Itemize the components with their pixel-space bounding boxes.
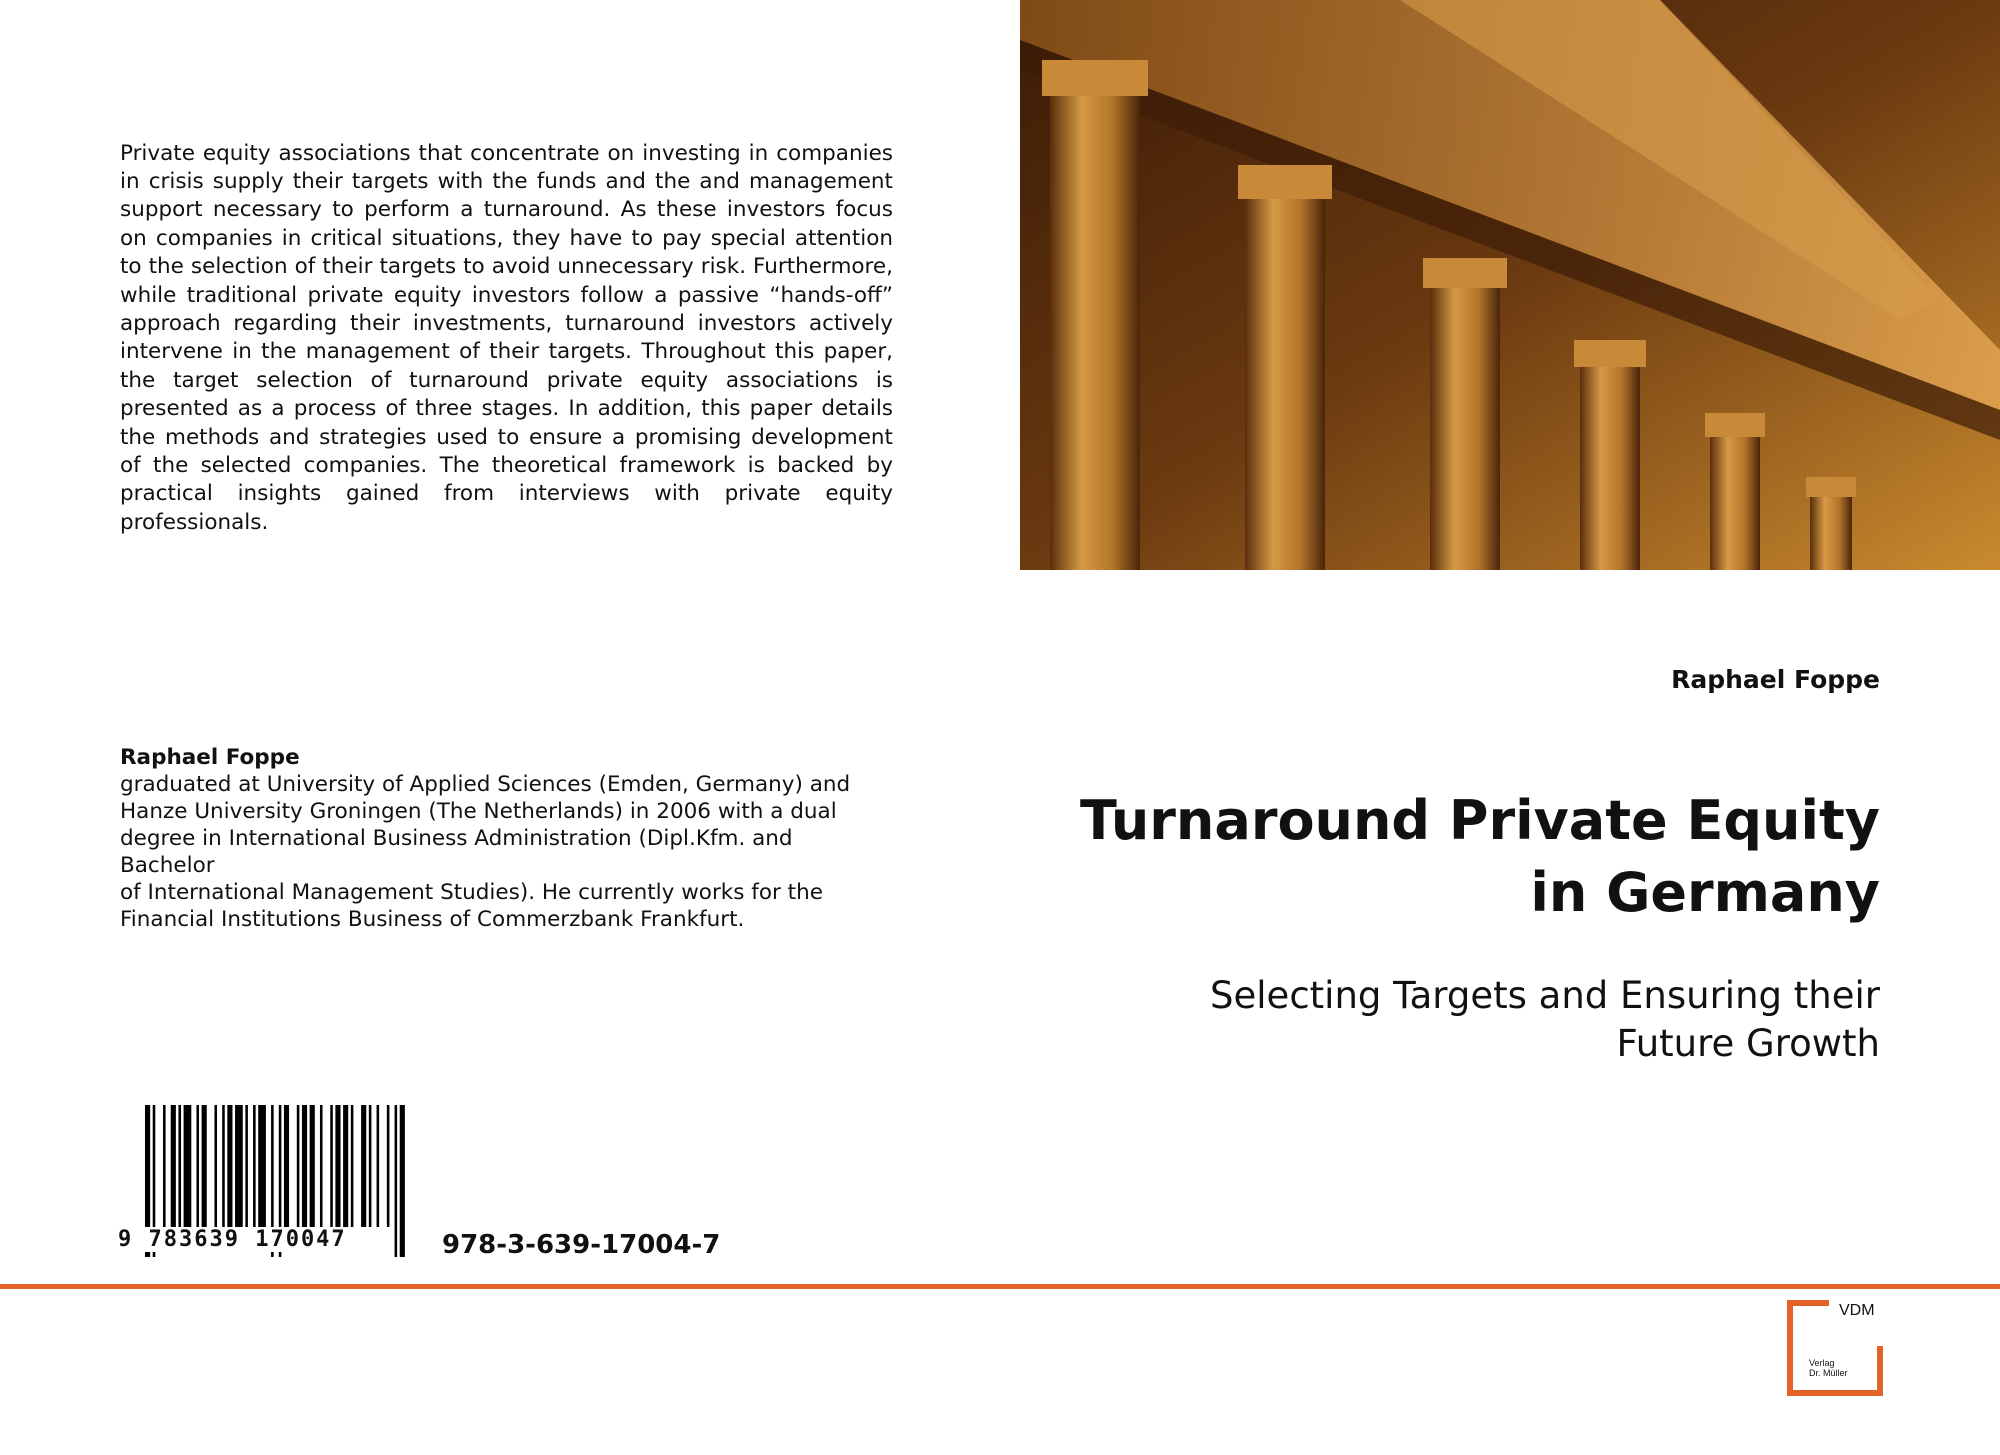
barcode-bar (395, 1105, 398, 1257)
barcode-bar (196, 1105, 199, 1227)
title-line: in Germany (1530, 861, 1880, 924)
orange-divider (0, 1284, 2000, 1289)
barcode-bar (369, 1105, 372, 1227)
subtitle-line: Future Growth (1616, 1022, 1880, 1065)
blurb-text: Private equity associations that concentrate on investing in companies in crisis supply their targets with the funds and the and management support necessary to perform a turnaround. As these investors focus on companies in critical situations, they have to pay special attention to the selection of their targets to avoid unnecessary risk. Furthermore, while traditional private equity investors follow a passive “hands-off” approach regarding their investments, turnaround investors actively intervene in the management of their targets. Throughout this paper, the target selection of turnaround private equity associations is presented as a process of three stages. In addition, this paper details the methods and strategies used to ensure a promising development of the selected companies. The theoretical framework is backed by practical insights gained from interviews with private equity professionals. (120, 140, 893, 535)
bio-line: Hanze University Groningen (The Netherlands) in 2006 with a dual (120, 799, 837, 824)
barcode-bar (335, 1105, 340, 1227)
barcode-bar (361, 1105, 366, 1227)
barcode-bar (222, 1105, 225, 1227)
title-line: Turnaround Private Equity (1079, 789, 1880, 852)
barcode-bar (302, 1105, 307, 1227)
barcode-bar (163, 1105, 166, 1227)
barcode-bar (377, 1105, 380, 1227)
bio-line: degree in International Business Administration (Dipl.Kfm. and Bachelor (120, 826, 793, 878)
barcode-bar (400, 1105, 405, 1257)
logo-subtext-line: Dr. Müller (1809, 1368, 1848, 1378)
logo-vdm-text: VDM (1839, 1302, 1875, 1319)
barcode (118, 1105, 414, 1257)
author-bio (120, 744, 880, 933)
barcode-bar (310, 1105, 315, 1227)
subtitle-line: Selecting Targets and Ensuring their (1210, 974, 1880, 1017)
cover-author: Raphael Foppe (1671, 665, 1880, 694)
barcode-bar (214, 1105, 217, 1227)
barcode-bar (330, 1105, 333, 1227)
barcode-bar (245, 1105, 248, 1227)
bio-line: graduated at University of Applied Sciences (Emden, Germany) and (120, 772, 851, 797)
barcode-bar (253, 1105, 256, 1227)
barcode-bar (284, 1105, 289, 1227)
barcode-bar (227, 1105, 232, 1227)
bio-line: of International Management Studies). He currently works for the (120, 880, 823, 905)
bio-author-name: Raphael Foppe (120, 745, 300, 770)
barcode-bar (178, 1105, 181, 1227)
book-title (1060, 785, 1880, 929)
barcode-digits: 9 783639 170047 (118, 1227, 347, 1252)
barcode-bar (235, 1105, 243, 1227)
publisher-logo (1787, 1300, 1883, 1396)
barcode-bar (343, 1105, 348, 1227)
barcode-bar (351, 1105, 354, 1227)
logo-subtext-line: Verlag (1809, 1358, 1835, 1368)
barcode-bar (202, 1105, 207, 1227)
barcode-bar (320, 1105, 323, 1227)
barcode-bar (171, 1105, 176, 1227)
barcode-bar (297, 1105, 300, 1227)
logo-subtext (1809, 1358, 1848, 1378)
barcode-bar (258, 1105, 266, 1227)
barcode-bar (184, 1105, 192, 1227)
classical-columns-image (1020, 0, 2000, 570)
isbn-number: 978-3-639-17004-7 (442, 1230, 721, 1260)
barcode-bar (387, 1105, 390, 1227)
book-subtitle (1060, 972, 1880, 1068)
bio-line: Financial Institutions Business of Commerzbank Frankfurt. (120, 907, 745, 932)
